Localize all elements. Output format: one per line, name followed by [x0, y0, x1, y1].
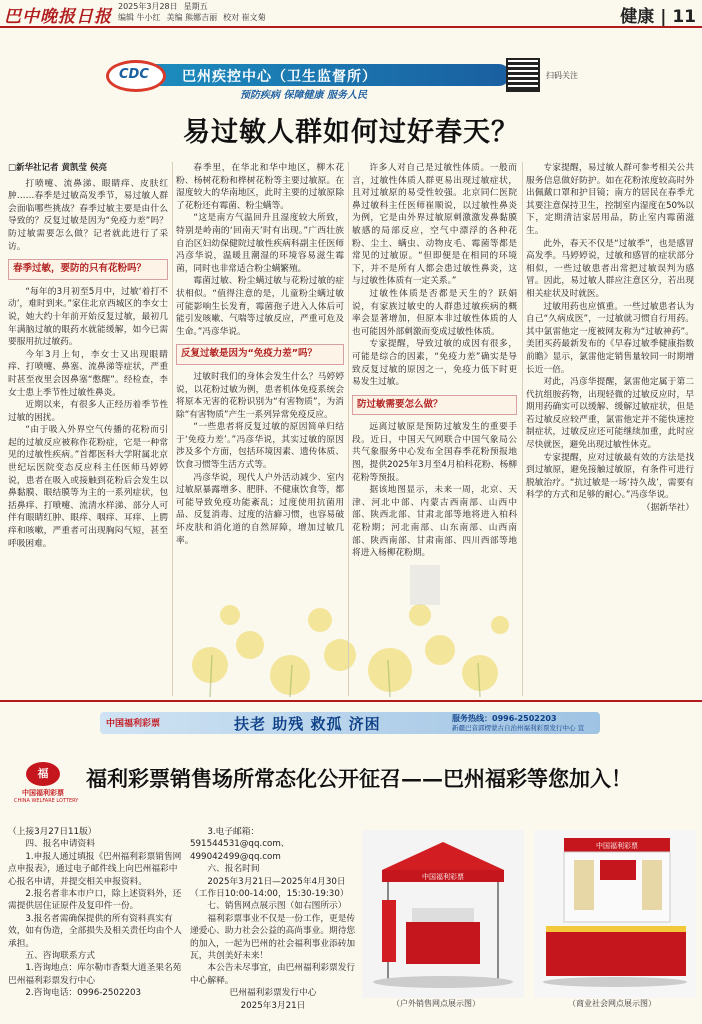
paragraph: 过敏时我们的身体会发生什么？马婷婷说，以花粉过敏为例，患者机体免疫系统会将原本无害的花粉识别为“有害物质”，为消除“有害物质”产生一系列异常免疫反应。	[176, 371, 344, 420]
lottery-banner	[100, 712, 600, 734]
paragraph: 专家提醒，导致过敏的成因有很多，可能是综合的因素，“免疫力差”确实是导致反复过敏的原因之一，免疫力低下时更易发生过敏。	[352, 339, 517, 388]
cdc-logo-icon: CDC	[106, 60, 166, 92]
designer-credit: 美编 熊娜吉丽	[166, 13, 218, 22]
kiosk1-sign: 中国福利彩票	[422, 873, 464, 881]
lottery-emblem-icon: 福	[26, 762, 60, 786]
subhead: 防过敏需要怎么做？	[352, 395, 517, 416]
column-divider	[172, 162, 173, 696]
outdoor-kiosk-caption: （户外销售网点展示图）	[392, 999, 480, 1008]
editor-credit: 编辑 牛小红	[118, 13, 161, 22]
paragraph: 六、报名时间	[207, 864, 260, 875]
paragraph: 3.电子邮箱：591544531@qq.com、499042499@qq.com	[190, 827, 290, 862]
section-divider	[0, 700, 702, 702]
lottery-logo-text: 中国福利彩票	[22, 789, 64, 797]
paragraph: 2025年3月21日—2025年4月30日（工作日10:00-14:00，15:30-19:30）	[190, 876, 349, 900]
paragraph: 1.咨询地点：库尔勒市香梨大道圣果名苑巴州福利彩票发行中心	[8, 963, 182, 986]
article-column-4	[526, 162, 694, 515]
paragraph: 福利彩票事业不仅是一份工作，更是传递爱心、助力社会公益的高尚事业。期待您的加入，一起为巴州的社会福利事业添砖加瓦，共创美好未来！	[190, 913, 356, 962]
paragraph: 专家提醒，应对过敏最有效的方法是找到过敏原，避免接触过敏原，有条件可进行脱敏治疗。“抗过敏是一场‘持久战’，需要有科学的方式和足够的耐心。”冯彦华说。	[526, 452, 694, 501]
outdoor-kiosk-image	[362, 830, 524, 998]
qr-code-icon	[506, 58, 540, 92]
byline: □新华社记者 黄凯莹 侯亮	[8, 163, 107, 173]
section-title: 健康 | 11	[620, 7, 696, 27]
lottery-title: 福利彩票销售场所常态化公开征召——巴州福彩等您加入！	[86, 766, 632, 791]
lottery-banner-logo: 中国福利彩票	[106, 719, 161, 729]
paragraph: 许多人对自己是过敏性体质。一般而言，过敏性体质人群更易出现过敏症状，且对过敏原的易受性较强。北京同仁医院鼻过敏科主任医师崔顺说，以过敏性鼻炎为例，它是由外界过敏原刺激激发鼻黏膜敏感的局部反应，空气中漂浮的各种花粉、尘土、螨虫、动物皮毛、霉菌等都是常见的过敏原。“但即便是在相同的环境下，并不是所有人都会患过敏性鼻炎，这与过敏性体质有一定关系。”	[352, 163, 517, 287]
subhead: 反复过敏是因为“免疫力差”吗？	[176, 344, 344, 365]
signature-date: 2025年3月21日	[240, 1000, 306, 1011]
paragraph: “每年的3月初至5月中，过敏‘着打不动’，难时到来。”家住北京西城区的李女士说，她大约十年前开始反复过敏，最初几年满脑过敏的眼药水就能缓解，如今已需要服用抗过敏药。	[8, 286, 168, 348]
article-column-1	[8, 162, 168, 550]
proofreader-credit: 校对 崔文菊	[223, 13, 266, 22]
article-column-2	[176, 162, 344, 547]
lottery-hotline: 服务热线：0996-2502203	[452, 714, 557, 723]
paragraph: 打喷嚏、流鼻涕、眼睛痒、皮肤红肿……春季是过敏高发季节，易过敏人群会面临哪些挑战？春季过敏主要是由什么导致的？反复过敏是因为“免疫力差”吗？防过敏需要怎么做？记者就此进行了采访。	[8, 178, 168, 252]
article-headline: 易过敏人群如何过好春天？	[183, 117, 519, 148]
cdc-slogan: 预防疾病 保障健康 服务人民	[240, 90, 367, 101]
lottery-column-1	[8, 826, 184, 1000]
commercial-kiosk-image	[534, 830, 696, 998]
lottery-column-2	[190, 826, 356, 1012]
lottery-logo	[14, 762, 79, 812]
lottery-address: 新疆巴音郭楞蒙古自治州福利彩票发行中心 宣	[452, 724, 585, 732]
column-divider	[522, 162, 523, 696]
paragraph: 远离过敏原是预防过敏发生的重要手段。近日，中国天气网联合中国气象局公共气象服务中心发布全国春季花粉预报地图，提供2025年3月至4月柏科花粉、杨柳花粉等预报。	[352, 422, 517, 483]
paragraph: 五、咨询联系方式	[25, 951, 95, 962]
issue-date: 2025年3月28日	[118, 2, 178, 11]
paragraph: 近期以来，有很多人正经历着季节性过敏的困扰。	[8, 400, 168, 423]
lottery-logo-subtext: CHINA WELFARE LOTTERY	[14, 798, 79, 804]
issue-weekday: 星期五	[183, 2, 208, 11]
column-divider	[348, 162, 349, 696]
page-header	[0, 0, 702, 28]
paragraph: 冯彦华说，现代人户外活动减少、室内过敏原暴露增多、肥胖、不健康饮食等，都可能导致免疫功能紊乱；过度使用抗菌用品、反复消毒、过度的洁癖习惯，也容易破坏皮肤和消化道的自然屏障，增加过敏几率。	[176, 472, 344, 546]
paragraph: 据该地图显示，未来一周，北京、天津、河北中部、内蒙古西南部、山西中部、陕西北部、甘肃北部等地将进入柏科花粉期；河北南部、山东南部、山西南部、陕西南部、甘肃南部、四川西部等地将进入杨柳花粉期。	[352, 485, 517, 559]
article-column-3	[352, 162, 517, 560]
paragraph: （上接3月27日11版）	[8, 827, 97, 837]
commercial-kiosk-caption: （商业社会网点展示图）	[568, 999, 656, 1008]
paragraph: “一些患者将反复过敏的原因简单归结于‘免疫力差’。”冯彦华说，其实过敏的原因涉及多个方面，包括环境因素、遗传体质、饮食习惯等生活方式等。	[176, 422, 344, 471]
cdc-title: 巴州疾控中心（卫生监督所）	[182, 69, 377, 85]
paragraph: 霉菌过敏、粉尘螨过敏与花粉过敏的症状相似。“值得注意的是，儿童粉尘螨过敏可能影响生长发育，霉菌孢子进入人体后可能引发咳嗽、气喘等过敏反应，严重可危及生命。”冯彦华说。	[176, 276, 344, 337]
paragraph: 四、报名申请资料	[25, 839, 95, 850]
paragraph: 过敏性体质是否都是天生的？跃娟说，有家族过敏史的人群患过敏疾病的概率会显著增加，但原本非过敏性体质的人也可能因外部刺激而变成过敏性体质。	[352, 288, 517, 337]
paragraph: 七、销售网点展示图（如右图所示）	[207, 901, 347, 912]
paragraph: 对此，冯彦华提醒，氯雷他定属于第二代抗组胺药物，出现轻微的过敏反应时，早期用药确实可以缓解、缓解过敏症状，但是若过敏反应较严重，氯雷他定并不能快速控制症状，过敏反应还可能继续加重，此时应尽快就医，避免出现过敏性休克。	[526, 377, 694, 451]
header-meta	[118, 1, 272, 23]
paragraph: “由于吸入外界空气传播的花粉而引起的过敏反应被称作花粉症，它是一种常见的过敏性疾病。”首都医科大学附属北京世纪坛医院变态反应科主任医师马婷婷说，患者在吸入或接触到花粉后会发生以鼻黏膜、眼结膜等为主的一系列症状，包括鼻痒、打喷嚏、流清水样涕、部分人可伴有眼睛红肿、眼痒、咽痒、耳痒、上腭痒和咳嗽，严重者可出现胸闷气短，甚至呼吸困难。	[8, 425, 168, 549]
paragraph: 过敏用药也应慎重。一些过敏患者认为自己“久病成医”，一过敏就习惯自行用药。其中氯雷他定一度被网友称为“过敏神药”。美团买药最新发布的《早春过敏季健康指数前瞻》显示，氯雷他定销售量较同一时期增长近一倍。	[526, 301, 694, 375]
paragraph: 2.报名者非本市户口，除上述资料外，还需提供居住证原件及复印件一份。	[8, 889, 182, 912]
page-number: 11	[672, 7, 696, 27]
paragraph: 2.咨询电话：0996-2502203	[25, 988, 142, 999]
paragraph: 专家提醒，易过敏人群可参考相关公共服务信息做好防护。如在花粉浓度较高时外出佩戴口罩和护目镜；南方的居民在春季尤其要注意保持卫生，控制室内湿度在50%以下，定期清洁家居用品，防止室内霉菌滋生。	[526, 163, 694, 236]
masthead: 巴中晚报日报	[4, 7, 112, 27]
qr-label: 扫码关注	[546, 71, 578, 80]
subhead: 春季过敏，要防的只有花粉吗？	[8, 259, 168, 280]
paragraph: 今年3月上旬，李女士又出现眼睛痒、打喷嚏、鼻塞、流鼻涕等症状，严重时甚至夜里会因鼻塞“憋醒”。经检查，李女士患上季节性过敏性鼻炎。	[8, 349, 168, 398]
paragraph: 春季里，在华北和华中地区，柳木花粉、杨树花粉和桦树花粉等主要过敏原。在湿度较大的华南地区，此时主要的过敏原除了花粉还有霉菌、粉尘螨等。	[176, 163, 344, 211]
lottery-slogan: 扶老 助残 救孤 济困	[234, 715, 381, 733]
paragraph: 3.报名者需确保提供的所有资料真实有效，如有伪造，全部损失及相关责任均由个人承担。	[8, 913, 182, 949]
cdc-banner	[100, 58, 600, 101]
paragraph: 此外，春天不仅是“过敏季”，也是感冒高发季。马婷婷说，过敏和感冒的症状部分相似，一些过敏患者出常把过敏误判为感冒。因此，易过敏人群应注意区分，若出现相关症状及时就医。	[526, 238, 694, 299]
paragraph: 1.申报人通过填报《巴州福利彩票销售网点申报表》，通过电子邮件线上向巴州福彩中心报名申请，并提交相关申报资料。	[8, 851, 182, 887]
article-source: （据新华社）	[641, 503, 694, 514]
paragraph: 本公告未尽事宜，由巴州福利彩票发行中心解释。	[190, 963, 356, 986]
paragraph: “这是南方气温回升且湿度较大所致，特别是岭南的‘回南天’时有出现。”广西壮族自治区妇幼保健院过敏性疾病科副主任医师冯彦华说，温暖且潮湿的环境容易滋生霉菌，同时也非常适合粉尘螨繁殖。	[176, 213, 344, 274]
kiosk2-sign: 中国福利彩票	[596, 842, 638, 850]
signature-org: 巴州福利彩票发行中心	[229, 988, 317, 999]
